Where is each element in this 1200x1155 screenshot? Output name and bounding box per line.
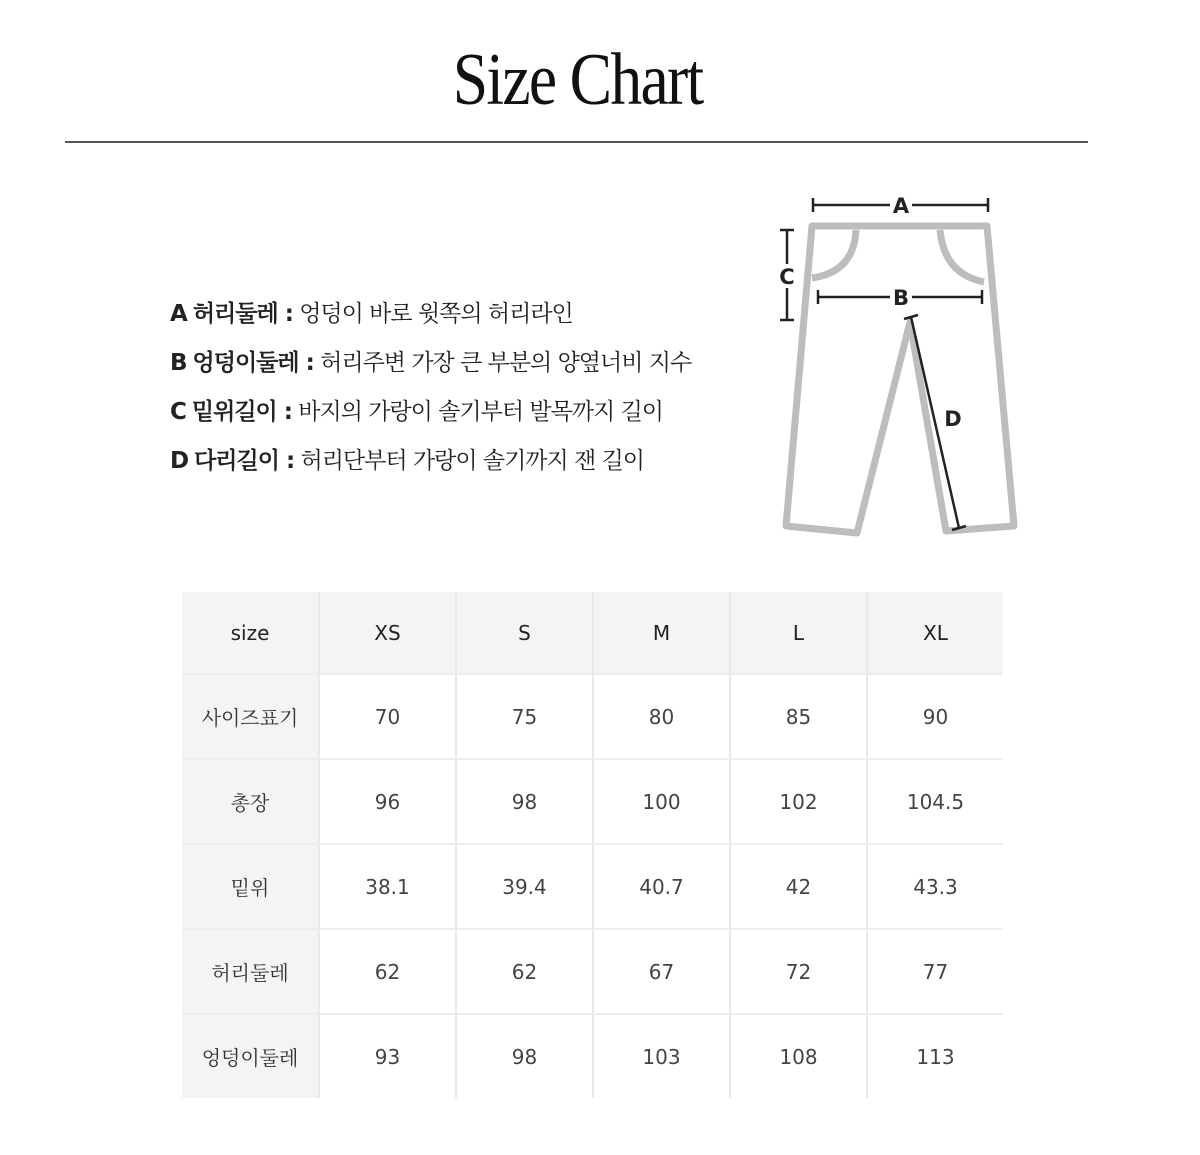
pants-outline: [786, 226, 1014, 533]
row-label: 사이즈표기: [182, 675, 320, 760]
page-title: Size Chart: [452, 39, 703, 121]
table-row: [182, 760, 1003, 845]
table-cell: 90: [868, 675, 1003, 760]
legend-term: 다리길이 :: [194, 448, 295, 474]
header-cell-size: size: [182, 592, 320, 675]
row-label: 총장: [182, 760, 320, 845]
legend-item-b: [170, 346, 691, 395]
label-c: C: [779, 265, 795, 289]
legend-term: 엉덩이둘레 :: [192, 350, 314, 376]
header-cell: XL: [868, 592, 1003, 675]
label-b: B: [892, 286, 910, 310]
table-cell: 40.7: [594, 845, 731, 930]
label-d: D: [944, 407, 962, 431]
table-cell: 39.4: [457, 845, 594, 930]
table-cell: 85: [731, 675, 868, 760]
table-cell: 75: [457, 675, 594, 760]
table-row: [182, 845, 1003, 930]
table-cell: 42: [731, 845, 868, 930]
table-cell: 100: [594, 760, 731, 845]
table-header-row: [182, 592, 1003, 675]
table-row: [182, 1015, 1003, 1098]
table-cell: 70: [320, 675, 457, 760]
legend-item-a: [170, 297, 691, 346]
table-cell: 38.1: [320, 845, 457, 930]
title-divider: [65, 141, 1088, 143]
table-cell: 113: [868, 1015, 1003, 1098]
legend-key: D: [170, 448, 189, 474]
legend-key: C: [170, 399, 186, 425]
table-cell: 80: [594, 675, 731, 760]
legend-term: 밑위길이 :: [191, 399, 292, 425]
table-cell: 67: [594, 930, 731, 1015]
legend-key: A: [170, 301, 187, 327]
measurement-legend: [170, 297, 691, 493]
legend-description: 허리단부터 가랑이 솔기까지 잰 길이: [300, 448, 644, 474]
right-pocket: [940, 230, 984, 282]
table-cell: 62: [457, 930, 594, 1015]
legend-item-c: [170, 395, 691, 444]
table-cell: 108: [731, 1015, 868, 1098]
legend-description: 엉덩이 바로 윗쪽의 허리라인: [299, 301, 573, 327]
table-cell: 96: [320, 760, 457, 845]
legend-key: B: [170, 350, 187, 376]
header-cell: S: [457, 592, 594, 675]
table-cell: 93: [320, 1015, 457, 1098]
legend-term: 허리둘레 :: [192, 301, 293, 327]
table-cell: 77: [868, 930, 1003, 1015]
table-cell: 43.3: [868, 845, 1003, 930]
left-pocket: [812, 230, 856, 278]
table-cell: 98: [457, 1015, 594, 1098]
size-table: [182, 592, 1003, 1098]
header-cell: XS: [320, 592, 457, 675]
row-label: 허리둘레: [182, 930, 320, 1015]
pants-diagram-svg: [770, 190, 1030, 550]
label-a: A: [892, 194, 910, 218]
row-label: 엉덩이둘레: [182, 1015, 320, 1098]
header-cell: L: [731, 592, 868, 675]
table-cell: 104.5: [868, 760, 1003, 845]
legend-description: 허리주변 가장 큰 부분의 양옆너비 지수: [320, 350, 692, 376]
table-cell: 62: [320, 930, 457, 1015]
pants-diagram-icon: [770, 190, 1030, 550]
row-label: 밑위: [182, 845, 320, 930]
legend-item-d: [170, 444, 691, 493]
table-row: [182, 675, 1003, 760]
table-cell: 103: [594, 1015, 731, 1098]
table-cell: 102: [731, 760, 868, 845]
table-row: [182, 930, 1003, 1015]
header-cell: M: [594, 592, 731, 675]
legend-description: 바지의 가랑이 솔기부터 발목까지 길이: [298, 399, 664, 425]
table-cell: 72: [731, 930, 868, 1015]
table-cell: 98: [457, 760, 594, 845]
